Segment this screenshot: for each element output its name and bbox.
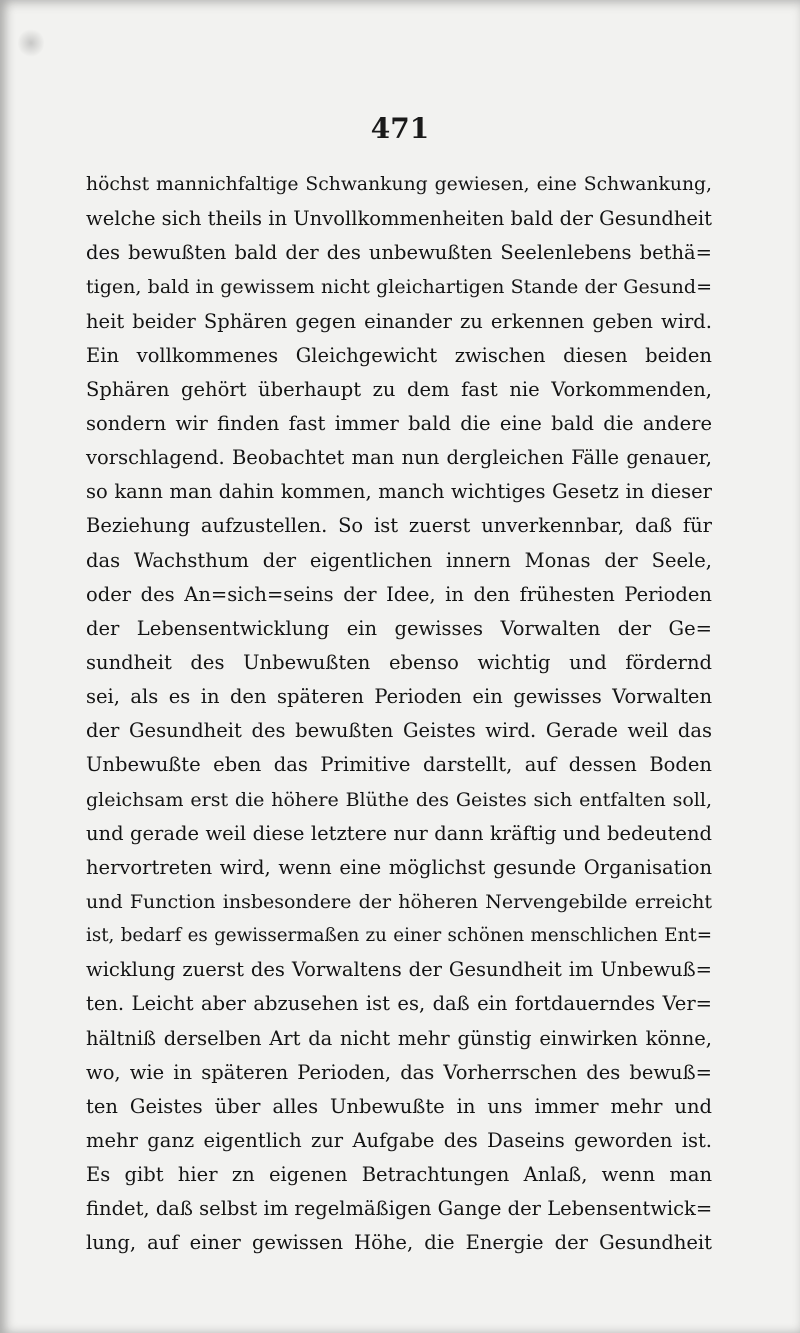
text-line: Sphären gehört überhaupt zu dem fast nie Vorkommenden, xyxy=(86,377,712,401)
text-line: ist, bedarf es gewissermaßen zu einer schönen menschlichen Ent= xyxy=(86,925,712,947)
page-number: 471 xyxy=(370,112,430,145)
text-line: Es gibt hier zn eigenen Betrachtungen Anlaß, wenn man xyxy=(86,1163,712,1187)
text-line: sondern wir finden fast immer bald die eine bald die andere xyxy=(86,411,712,435)
text-line: welche sich theils in Unvollkommenheiten bald der Gesundheit xyxy=(86,207,713,231)
text-line: mehr ganz eigentlich zur Aufgabe des Daseins geworden ist. xyxy=(86,1128,712,1152)
text-line: sei, als es in den späteren Perioden ein gewisses Vorwalten xyxy=(86,685,712,709)
text-line: gleichsam erst die höhere Blüthe des Geistes sich entfalten soll, xyxy=(86,788,712,811)
text-line: lung, auf einer gewissen Höhe, die Energie der Gesundheit xyxy=(86,1231,712,1255)
text-line: des bewußten bald der des unbewußten Seelenlebens bethä= xyxy=(86,241,712,265)
text-line: sundheit des Unbewußten ebenso wichtig und fördernd xyxy=(86,650,712,674)
text-line: hältniß derselben Art da nicht mehr günstig einwirken könne, xyxy=(86,1026,712,1050)
text-line: tigen, bald in gewissem nicht gleichartigen Stande der Gesund= xyxy=(86,276,712,299)
text-line: Beziehung aufzustellen. So ist zuerst unverkennbar, daß für xyxy=(86,514,712,538)
text-line: und gerade weil diese letztere nur dann kräftig und bedeutend xyxy=(86,821,712,845)
text-line: so kann man dahin kommen, manch wichtiges Gesetz in dieser xyxy=(86,480,712,504)
body-text xyxy=(86,168,712,1261)
text-line: ten. Leicht aber abzusehen ist es, daß ein fortdauerndes Ver= xyxy=(86,992,712,1016)
text-line: oder des An=sich=seins der Idee, in den frühesten Perioden xyxy=(86,582,712,606)
text-line: heit beider Sphären gegen einander zu erkennen geben wird. xyxy=(86,309,712,333)
text-line: hervortreten wird, wenn eine möglichst gesunde Organisation xyxy=(86,855,712,879)
text-line: und Function insbesondere der höheren Nervengebilde erreicht xyxy=(86,890,712,913)
text-line: vorschlagend. Beobachtet man nun dergleichen Fälle genauer, xyxy=(86,446,712,470)
text-line: der Lebensentwicklung ein gewisses Vorwalten der Ge= xyxy=(86,616,712,640)
text-line: findet, daß selbst im regelmäßigen Gange der Lebensentwick= xyxy=(86,1197,713,1221)
text-line: wo, wie in späteren Perioden, das Vorherrschen des bewuß= xyxy=(86,1060,712,1084)
text-line: Ein vollkommenes Gleichgewicht zwischen diesen beiden xyxy=(86,343,712,367)
text-line: Unbewußte eben das Primitive darstellt, auf dessen Boden xyxy=(86,753,712,777)
paper-stain xyxy=(18,28,44,58)
text-line: ten Geistes über alles Unbewußte in uns immer mehr und xyxy=(86,1094,712,1118)
text-line: wicklung zuerst des Vorwaltens der Gesundheit im Unbewuß= xyxy=(86,958,712,982)
text-line: höchst mannichfaltige Schwankung gewiesen, eine Schwankung, xyxy=(86,174,712,195)
text-line: der Gesundheit des bewußten Geistes wird. Gerade weil das xyxy=(86,719,712,743)
text-line: das Wachsthum der eigentlichen innern Monas der Seele, xyxy=(86,548,712,572)
